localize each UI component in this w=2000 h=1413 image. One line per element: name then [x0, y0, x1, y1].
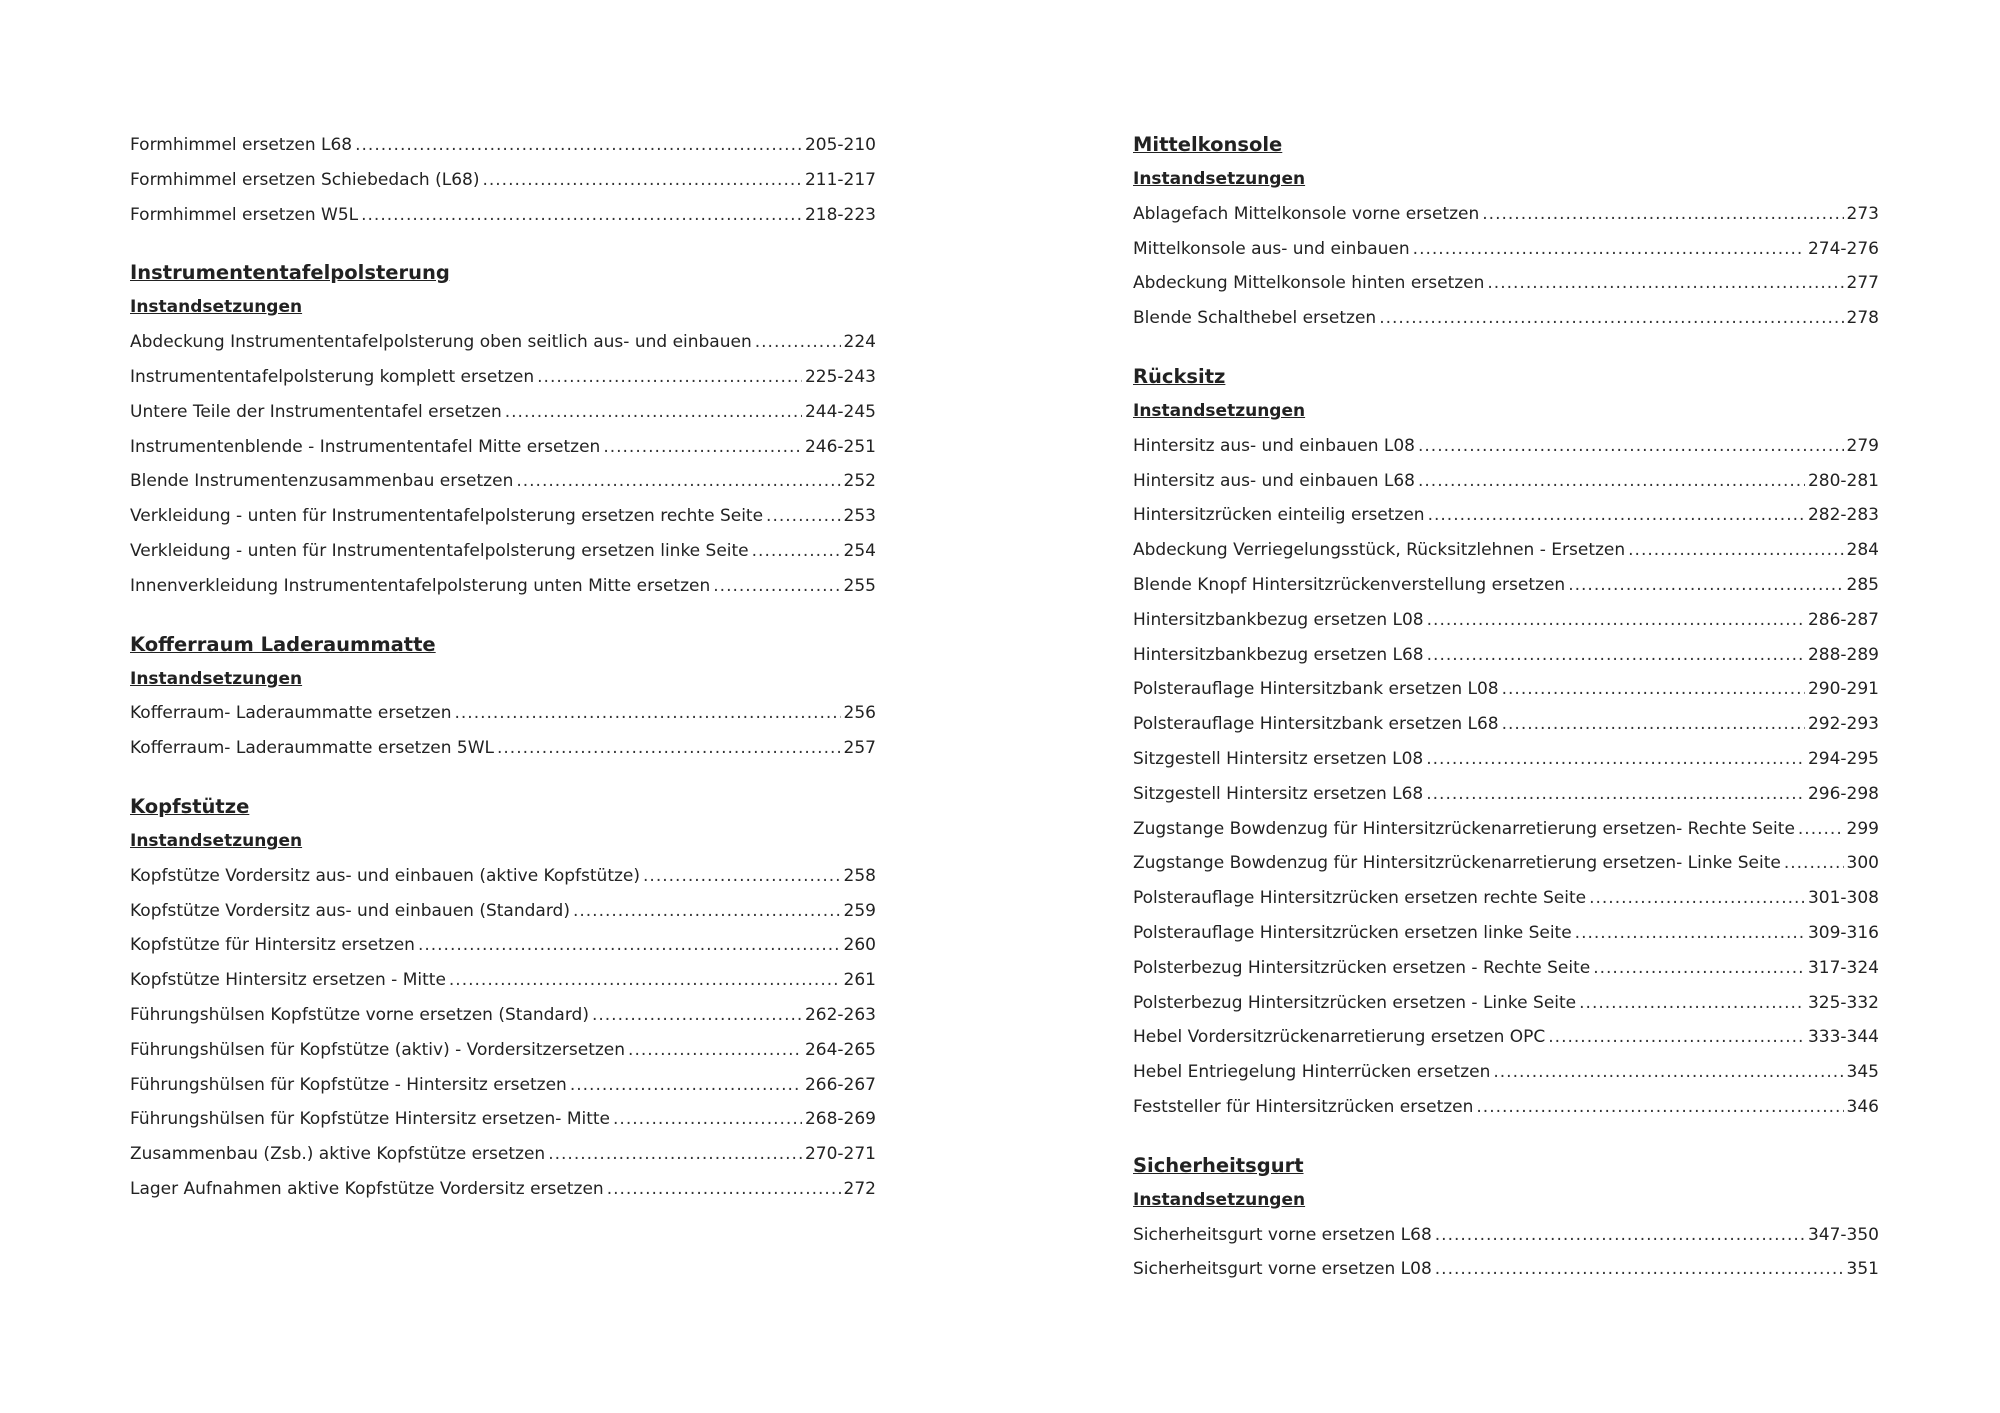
toc-entry-title: Abdeckung Instrumententafelpolsterung oben seitlich aus- und einbauen [130, 332, 752, 353]
dot-leader [1493, 1055, 1843, 1090]
dot-leader [482, 163, 802, 198]
toc-entry-pages: 347-350 [1807, 1224, 1879, 1245]
dot-leader [1502, 672, 1805, 707]
toc-entry-title: Verkleidung - unten für Instrumententafelpolsterung ersetzen linke Seite [130, 540, 749, 561]
toc-entry[interactable] [1133, 1218, 1879, 1253]
dot-leader [713, 569, 840, 604]
toc-entry-pages: 211-217 [804, 169, 876, 190]
toc-entry[interactable] [130, 731, 876, 766]
dot-leader [516, 464, 840, 499]
toc-entry[interactable] [1133, 464, 1879, 499]
toc-entry[interactable] [130, 534, 876, 569]
dot-leader [766, 499, 841, 534]
dot-leader [1579, 986, 1805, 1021]
toc-entry-title: Innenverkleidung Instrumententafelpolsterung unten Mitte ersetzen [130, 575, 711, 596]
toc-entry-pages: 309-316 [1807, 922, 1879, 943]
toc-entry[interactable] [1133, 568, 1879, 603]
toc-entry-title: Blende Instrumentenzusammenbau ersetzen [130, 471, 514, 492]
toc-entry-title: Untere Teile der Instrumententafel ersetzen [130, 401, 502, 422]
dot-leader [454, 696, 840, 731]
toc-entry[interactable] [130, 1033, 876, 1068]
toc-entry[interactable] [1133, 777, 1879, 812]
toc-entry-pages: 256 [843, 703, 876, 724]
dot-leader [752, 534, 841, 569]
dot-leader [1418, 464, 1805, 499]
toc-entry-title: Polsterbezug Hintersitzrücken ersetzen - Linke Seite [1133, 992, 1577, 1013]
dot-leader [607, 1172, 841, 1207]
dot-leader [449, 963, 841, 998]
toc-entry[interactable] [130, 859, 876, 894]
toc-entry[interactable] [1133, 1090, 1879, 1125]
toc-entry-pages: 255 [843, 575, 876, 596]
dot-leader [573, 894, 841, 929]
toc-entry-pages: 254 [843, 540, 876, 561]
toc-entry-pages: 266-267 [804, 1074, 876, 1095]
toc-entry[interactable] [130, 894, 876, 929]
toc-entry-title: Hebel Entriegelung Hinterrücken ersetzen [1133, 1062, 1491, 1083]
toc-entry[interactable] [130, 128, 876, 163]
section-heading-sicherheitsgurt: Sicherheitsgurt [1133, 1153, 1304, 1177]
toc-entry[interactable] [1133, 1252, 1879, 1287]
toc-entry[interactable] [1133, 266, 1879, 301]
toc-entry-title: Polsterauflage Hintersitzrücken ersetzen linke Seite [1133, 922, 1572, 943]
toc-entry-pages: 218-223 [804, 204, 876, 225]
toc-entry-title: Kofferraum- Laderaummatte ersetzen 5WL [130, 738, 494, 759]
toc-entry-title: Kopfstütze Vordersitz aus- und einbauen (Standard) [130, 900, 570, 921]
toc-entry-title: Zugstange Bowdenzug für Hintersitzrückenarretierung ersetzen- Rechte Seite [1133, 818, 1795, 839]
dot-leader [1427, 603, 1805, 638]
toc-entry-pages: 252 [843, 471, 876, 492]
dot-leader [1379, 301, 1843, 336]
dot-leader [1428, 498, 1805, 533]
toc-entry-title: Kopfstütze für Hintersitz ersetzen [130, 935, 415, 956]
dot-leader [1798, 812, 1844, 847]
dot-leader [1427, 638, 1805, 673]
toc-entry-title: Zusammenbau (Zsb.) aktive Kopfstütze ersetzen [130, 1144, 546, 1165]
toc-entry[interactable] [1133, 197, 1879, 232]
toc-entry[interactable] [1133, 429, 1879, 464]
toc-entry-title: Sicherheitsgurt vorne ersetzen L08 [1133, 1259, 1432, 1280]
dot-leader [1784, 846, 1844, 881]
toc-entry-title: Hintersitz aus- und einbauen L68 [1133, 470, 1415, 491]
section-heading-kofferraum-laderaummatte: Kofferraum Laderaummatte [130, 632, 436, 656]
toc-entry-pages: 286-287 [1807, 609, 1879, 630]
dot-leader [1413, 232, 1805, 267]
toc-entry[interactable] [130, 1068, 876, 1103]
dot-leader [1435, 1252, 1844, 1287]
toc-entry-pages: 244-245 [804, 401, 876, 422]
toc-entry-pages: 294-295 [1807, 748, 1879, 769]
dot-leader [1593, 951, 1805, 986]
toc-entry-pages: 317-324 [1807, 957, 1879, 978]
toc-entry-pages: 284 [1846, 540, 1879, 561]
toc-entry[interactable] [1133, 638, 1879, 673]
subsection-heading: Instandsetzungen [1133, 400, 1306, 421]
toc-entry[interactable] [130, 963, 876, 998]
toc-entry[interactable] [1133, 846, 1879, 881]
toc-entry-pages: 300 [1846, 853, 1879, 874]
toc-entry[interactable] [1133, 881, 1879, 916]
toc-entry[interactable] [1133, 986, 1879, 1021]
dot-leader [570, 1068, 802, 1103]
toc-entry-title: Hintersitzbankbezug ersetzen L08 [1133, 609, 1424, 630]
toc-entry-title: Polsterauflage Hintersitzbank ersetzen L68 [1133, 714, 1499, 735]
toc-entry-pages: 258 [843, 865, 876, 886]
dot-leader [1589, 881, 1805, 916]
toc-entry-pages: 205-210 [804, 135, 876, 155]
dot-leader [1476, 1090, 1843, 1125]
dot-leader [1568, 568, 1843, 603]
toc-entry-title: Feststeller für Hintersitzrücken ersetzen [1133, 1096, 1474, 1117]
section-heading-mittelkonsole: Mittelkonsole [1133, 133, 1283, 156]
dot-leader [361, 198, 802, 233]
toc-entry[interactable] [130, 998, 876, 1033]
dot-leader [613, 1102, 802, 1137]
toc-entry-pages: 351 [1846, 1259, 1879, 1280]
toc-entry-title: Führungshülsen Kopfstütze vorne ersetzen (Standard) [130, 1004, 589, 1025]
toc-entry-title: Abdeckung Verriegelungsstück, Rücksitzlehnen - Ersetzen [1133, 540, 1626, 561]
toc-entry-title: Instrumentenblende - Instrumententafel Mitte ersetzen [130, 436, 601, 457]
section-heading-kopfstuetze: Kopfstütze [130, 794, 250, 818]
dot-leader [1575, 916, 1805, 951]
dot-leader [1502, 707, 1805, 742]
toc-entry-title: Mittelkonsole aus- und einbauen [1133, 238, 1410, 259]
toc-entry-pages: 282-283 [1807, 505, 1879, 526]
toc-entry-pages: 292-293 [1807, 714, 1879, 735]
toc-entry-pages: 299 [1846, 818, 1879, 839]
toc-entry-title: Polsterauflage Hintersitzrücken ersetzen rechte Seite [1133, 888, 1587, 909]
toc-entry[interactable] [130, 163, 876, 198]
toc-entry-title: Sicherheitsgurt vorne ersetzen L68 [1133, 1224, 1432, 1245]
toc-entry-title: Ablagefach Mittelkonsole vorne ersetzen [1133, 203, 1480, 224]
toc-entry-title: Hintersitz aus- und einbauen L08 [1133, 435, 1415, 456]
toc-entry-title: Verkleidung - unten für Instrumententafelpolsterung ersetzen rechte Seite [130, 506, 764, 527]
toc-entry[interactable] [130, 360, 876, 395]
toc-entry[interactable] [1133, 533, 1879, 568]
section-heading-instrumententafelpolsterung: Instrumententafelpolsterung [130, 261, 450, 285]
toc-entry-pages: 290-291 [1807, 679, 1879, 700]
dot-leader [1418, 429, 1844, 464]
toc-entry-pages: 325-332 [1807, 992, 1879, 1013]
toc-entry-title: Instrumententafelpolsterung komplett ersetzen [130, 366, 535, 387]
toc-entry[interactable] [130, 325, 876, 360]
dot-leader [1628, 533, 1843, 568]
toc-entry-pages: 264-265 [804, 1039, 876, 1060]
dot-leader [1487, 266, 1843, 301]
dot-leader [1482, 197, 1843, 232]
toc-entry-title: Sitzgestell Hintersitz ersetzen L68 [1133, 783, 1424, 804]
toc-entry-title: Formhimmel ersetzen L68 [130, 135, 353, 155]
toc-entry-pages: 257 [843, 738, 876, 759]
toc-entry-pages: 273 [1846, 203, 1879, 224]
toc-entry-title: Abdeckung Mittelkonsole hinten ersetzen [1133, 273, 1485, 294]
toc-entry[interactable] [130, 430, 876, 465]
toc-entry-pages: 278 [1846, 308, 1879, 329]
toc-column-left [130, 128, 876, 1207]
toc-entry-pages: 268-269 [804, 1109, 876, 1130]
toc-entry[interactable] [1133, 916, 1879, 951]
dot-leader [643, 859, 841, 894]
subsection-heading: Instandsetzungen [130, 297, 303, 318]
toc-entry-pages: 253 [843, 506, 876, 527]
toc-entry-title: Formhimmel ersetzen W5L [130, 204, 359, 225]
dot-leader [505, 395, 802, 430]
toc-entry[interactable] [130, 464, 876, 499]
toc-entry-title: Führungshülsen für Kopfstütze - Hintersitz ersetzen [130, 1074, 567, 1095]
subsection-heading: Instandsetzungen [1133, 169, 1306, 189]
section-heading-ruecksitz: Rücksitz [1133, 364, 1226, 388]
toc-entry-pages: 246-251 [804, 436, 876, 457]
dot-leader [548, 1137, 802, 1172]
toc-entry[interactable] [130, 1102, 876, 1137]
toc-entry[interactable] [130, 569, 876, 604]
toc-entry[interactable] [130, 198, 876, 233]
toc-entry-title: Sitzgestell Hintersitz ersetzen L08 [1133, 748, 1424, 769]
toc-entry[interactable] [130, 1172, 876, 1207]
toc-entry[interactable] [130, 696, 876, 731]
toc-entry-title: Polsterauflage Hintersitzbank ersetzen L08 [1133, 679, 1499, 700]
dot-leader [603, 430, 802, 465]
toc-entry-pages: 261 [843, 970, 876, 991]
toc-entry-title: Hintersitzrücken einteilig ersetzen [1133, 505, 1425, 526]
toc-entry[interactable] [1133, 603, 1879, 638]
dot-leader [537, 360, 802, 395]
toc-entry-pages: 288-289 [1807, 644, 1879, 665]
toc-entry[interactable] [130, 395, 876, 430]
toc-entry[interactable] [1133, 301, 1879, 336]
toc-entry-title: Blende Schalthebel ersetzen [1133, 308, 1377, 329]
toc-entry-pages: 346 [1846, 1096, 1879, 1117]
dot-leader [418, 928, 841, 963]
toc-entry-pages: 274-276 [1807, 238, 1879, 259]
subsection-heading: Instandsetzungen [130, 830, 303, 851]
toc-entry[interactable] [1133, 672, 1879, 707]
toc-entry-title: Blende Knopf Hintersitzrückenverstellung ersetzen [1133, 574, 1566, 595]
toc-entry-pages: 333-344 [1807, 1027, 1879, 1048]
toc-entry-pages: 260 [843, 935, 876, 956]
toc-entry-title: Hebel Vordersitzrückenarretierung ersetzen OPC [1133, 1027, 1546, 1048]
toc-entry-title: Führungshülsen für Kopfstütze Hintersitz ersetzen- Mitte [130, 1109, 611, 1130]
toc-entry-title: Formhimmel ersetzen Schiebedach (L68) [130, 169, 480, 190]
toc-entry[interactable] [1133, 232, 1879, 267]
dot-leader [1426, 742, 1805, 777]
toc-entry-pages: 285 [1846, 574, 1879, 595]
toc-entry[interactable] [1133, 1055, 1879, 1090]
toc-entry-pages: 262-263 [804, 1004, 876, 1025]
toc-entry-title: Kopfstütze Vordersitz aus- und einbauen (aktive Kopfstütze) [130, 865, 641, 886]
toc-entry[interactable] [130, 1137, 876, 1172]
toc-entry[interactable] [130, 928, 876, 963]
toc-entry-pages: 279 [1846, 435, 1879, 456]
toc-entry-pages: 277 [1846, 273, 1879, 294]
toc-column-right [1133, 128, 1879, 1287]
toc-entry-title: Hintersitzbankbezug ersetzen L68 [1133, 644, 1424, 665]
toc-entry[interactable] [1133, 1020, 1879, 1055]
toc-entry[interactable] [1133, 498, 1879, 533]
toc-entry-pages: 301-308 [1807, 888, 1879, 909]
dot-leader [1435, 1218, 1805, 1253]
toc-entry-pages: 224 [843, 332, 876, 353]
dot-leader [628, 1033, 802, 1068]
toc-entry-title: Lager Aufnahmen aktive Kopfstütze Vordersitz ersetzen [130, 1178, 604, 1199]
toc-entry-title: Führungshülsen für Kopfstütze (aktiv) - Vordersitzersetzen [130, 1039, 626, 1060]
toc-entry[interactable] [1133, 812, 1879, 847]
dot-leader [592, 998, 802, 1033]
toc-entry-title: Kofferraum- Laderaummatte ersetzen [130, 703, 452, 724]
toc-entry[interactable] [1133, 951, 1879, 986]
toc-entry-pages: 259 [843, 900, 876, 921]
toc-entry[interactable] [130, 499, 876, 534]
toc-entry-title: Zugstange Bowdenzug für Hintersitzrückenarretierung ersetzen- Linke Seite [1133, 853, 1781, 874]
toc-entry-title: Kopfstütze Hintersitz ersetzen - Mitte [130, 970, 446, 991]
dot-leader [1426, 777, 1805, 812]
toc-entry-title: Polsterbezug Hintersitzrücken ersetzen - Rechte Seite [1133, 957, 1591, 978]
subsection-heading: Instandsetzungen [1133, 1189, 1306, 1210]
toc-entry-pages: 270-271 [804, 1144, 876, 1165]
toc-entry-pages: 280-281 [1807, 470, 1879, 491]
dot-leader [355, 128, 802, 163]
toc-entry-pages: 345 [1846, 1062, 1879, 1083]
dot-leader [755, 325, 841, 360]
toc-entry-pages: 272 [843, 1178, 876, 1199]
toc-entry[interactable] [1133, 742, 1879, 777]
toc-entry-pages: 296-298 [1807, 783, 1879, 804]
dot-leader [497, 731, 841, 766]
dot-leader [1548, 1020, 1805, 1055]
subsection-heading: Instandsetzungen [130, 668, 303, 689]
toc-entry-pages: 225-243 [804, 366, 876, 387]
toc-entry[interactable] [1133, 707, 1879, 742]
